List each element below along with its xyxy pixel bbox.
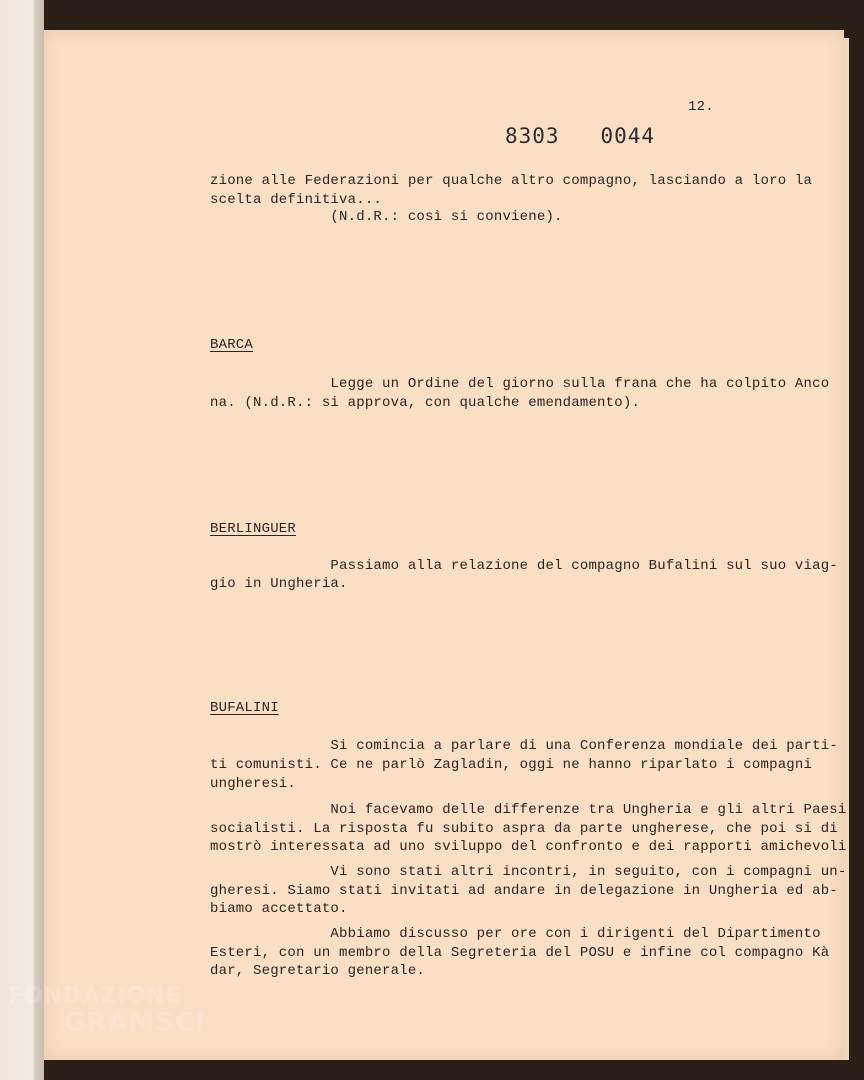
paragraph-line: Noi facevamo delle differenze tra Ungheria e gli altri Paesi xyxy=(210,802,847,818)
paragraph-line: Passiamo alla relazione del compagno Bufalini sul suo viag- xyxy=(210,558,838,574)
paragraph-line: scelta definitiva... xyxy=(210,192,383,208)
paragraph-line: Si comincia a parlare di una Conferenza mondiale dei parti- xyxy=(210,738,838,754)
paragraph-line: Abbiamo discusso per ore con i dirigenti del Dipartimento xyxy=(210,926,821,942)
archive-code-stamp: 8303 0044 xyxy=(505,124,656,148)
paragraph-line: mostrò interessata ad uno sviluppo del confronto e dei rapporti amichevoli. xyxy=(210,839,856,855)
paragraph-line: Legge un Ordine del giorno sulla frana che ha colpito Anco xyxy=(210,376,830,392)
paragraph-line: Vi sono stati altri incontri, in seguito, con i compagni un- xyxy=(210,864,847,880)
facing-page-edge xyxy=(34,0,44,1080)
editor-note: (N.d.R.: così si conviene). xyxy=(210,209,563,225)
paragraph-line: gheresi. Siamo stati invitati ad andare in delegazione in Ungheria ed ab- xyxy=(210,883,838,899)
paragraph-line: socialisti. La risposta fu subito aspra da parte ungherese, che poi si di xyxy=(210,821,838,837)
paragraph-line: Esteri, con un membro della Segreteria del POSU e infine col compagno Kà xyxy=(210,945,830,961)
paragraph-line: gio in Ungheria. xyxy=(210,576,348,592)
paragraph-line: dar, Segretario generale. xyxy=(210,963,426,979)
fondazione-gramsci-watermark xyxy=(8,984,206,1036)
watermark-line2: GRAMSCI xyxy=(64,1008,206,1038)
speaker-name-barca: BARCA xyxy=(210,337,254,353)
watermark-line1: FONDAZIONE xyxy=(8,984,182,1009)
speaker-name-bufalini: BUFALINI xyxy=(210,700,279,716)
paragraph-line: biamo accettato. xyxy=(210,901,348,917)
paragraph-line: ungheresi. xyxy=(210,776,297,792)
page-number: 12. xyxy=(688,99,714,115)
speaker-name-berlinguer: BERLINGUER xyxy=(210,521,297,537)
paragraph-line: na. (N.d.R.: si approva, con qualche emendamento). xyxy=(210,395,641,411)
paragraph-line: zione alle Federazioni per qualche altro compagno, lasciando a loro la xyxy=(210,173,813,189)
paragraph-line: ti comunisti. Ce ne parlò Zagladin, oggi ne hanno riparlato i compagni xyxy=(210,757,813,773)
